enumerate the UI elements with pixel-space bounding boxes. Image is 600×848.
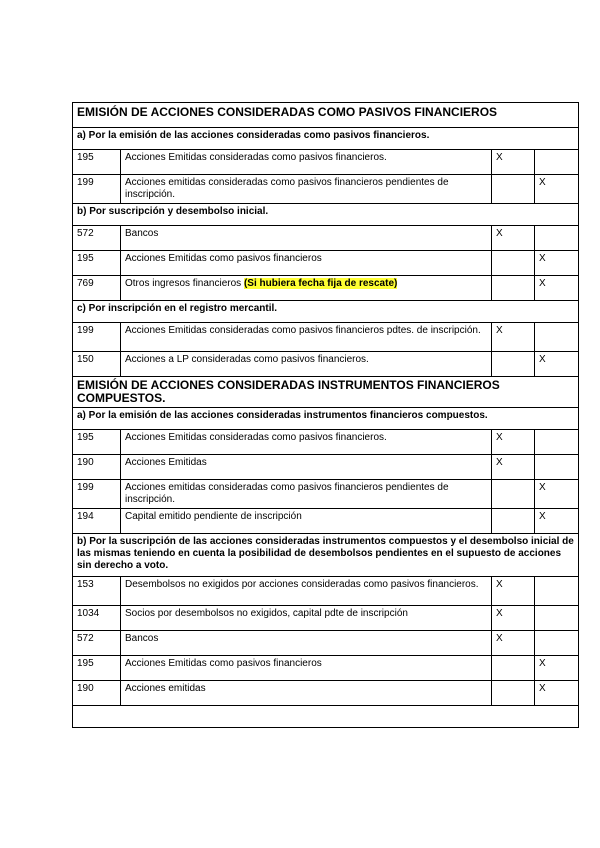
credit-mark xyxy=(535,577,579,606)
subsection-header xyxy=(73,408,579,430)
table-row xyxy=(73,577,579,606)
credit-mark xyxy=(535,226,579,251)
credit-mark xyxy=(535,455,579,480)
table-row xyxy=(73,455,579,480)
credit-mark: X xyxy=(535,509,579,534)
table-row xyxy=(73,276,579,301)
account-code: 572 xyxy=(73,631,121,656)
account-code: 190 xyxy=(73,455,121,480)
account-code: 199 xyxy=(73,323,121,352)
subsection-header xyxy=(73,534,579,577)
debit-mark: X xyxy=(492,455,535,480)
account-description: Acciones Emitidas como pasivos financieros xyxy=(121,656,492,681)
account-description: Acciones emitidas consideradas como pasivos financieros pendientes de inscripción. xyxy=(121,480,492,509)
table-row xyxy=(73,175,579,204)
account-description: Acciones Emitidas consideradas como pasivos financieros. xyxy=(121,150,492,175)
credit-mark: X xyxy=(535,656,579,681)
credit-mark: X xyxy=(535,352,579,377)
credit-mark xyxy=(535,606,579,631)
account-code: 769 xyxy=(73,276,121,301)
subsection-header xyxy=(73,204,579,226)
credit-mark xyxy=(535,631,579,656)
debit-mark xyxy=(492,509,535,534)
table-row xyxy=(73,352,579,377)
debit-mark: X xyxy=(492,323,535,352)
account-code: 195 xyxy=(73,150,121,175)
account-description: Bancos xyxy=(121,631,492,656)
credit-mark: X xyxy=(535,276,579,301)
account-code: 195 xyxy=(73,656,121,681)
subsection-header xyxy=(73,128,579,150)
debit-mark: X xyxy=(492,606,535,631)
debit-mark xyxy=(492,251,535,276)
account-description: Acciones Emitidas consideradas como pasivos financieros. xyxy=(121,430,492,455)
debit-mark xyxy=(492,681,535,706)
account-code: 153 xyxy=(73,577,121,606)
account-description xyxy=(121,276,492,301)
table-row xyxy=(73,251,579,276)
debit-mark xyxy=(492,480,535,509)
account-description: Socios por desembolsos no exigidos, capital pdte de inscripción xyxy=(121,606,492,631)
account-code: 194 xyxy=(73,509,121,534)
account-code: 199 xyxy=(73,480,121,509)
accounting-entries-table xyxy=(72,102,579,728)
account-code: 1034 xyxy=(73,606,121,631)
credit-mark: X xyxy=(535,480,579,509)
credit-mark xyxy=(535,323,579,352)
account-description: Capital emitido pendiente de inscripción xyxy=(121,509,492,534)
empty-cell xyxy=(73,706,579,728)
table-row xyxy=(73,480,579,509)
subsection-title: b) Por suscripción y desembolso inicial. xyxy=(73,204,579,226)
debit-mark xyxy=(492,352,535,377)
description-text: Otros ingresos financieros xyxy=(125,278,244,289)
section-title: EMISIÓN DE ACCIONES CONSIDERADAS COMO PASIVOS FINANCIEROS xyxy=(73,103,579,128)
account-description: Acciones a LP consideradas como pasivos financieros. xyxy=(121,352,492,377)
section-title: EMISIÓN DE ACCIONES CONSIDERADAS INSTRUMENTOS FINANCIEROS COMPUESTOS. xyxy=(73,377,579,408)
table-row xyxy=(73,606,579,631)
debit-mark xyxy=(492,175,535,204)
account-description: Acciones Emitidas como pasivos financieros xyxy=(121,251,492,276)
debit-mark: X xyxy=(492,226,535,251)
subsection-title: a) Por la emisión de las acciones consideradas instrumentos financieros compuestos. xyxy=(73,408,579,430)
table-row xyxy=(73,509,579,534)
debit-mark: X xyxy=(492,577,535,606)
account-description: Acciones emitidas xyxy=(121,681,492,706)
credit-mark: X xyxy=(535,175,579,204)
debit-mark xyxy=(492,656,535,681)
credit-mark: X xyxy=(535,251,579,276)
debit-mark: X xyxy=(492,430,535,455)
table-row xyxy=(73,656,579,681)
account-code: 199 xyxy=(73,175,121,204)
debit-mark xyxy=(492,276,535,301)
empty-row xyxy=(73,706,579,728)
credit-mark: X xyxy=(535,681,579,706)
account-code: 150 xyxy=(73,352,121,377)
account-code: 190 xyxy=(73,681,121,706)
highlighted-note: (Si hubiera fecha fija de rescate) xyxy=(243,278,398,289)
table-row xyxy=(73,631,579,656)
account-description: Acciones emitidas consideradas como pasivos financieros pendientes de inscripción. xyxy=(121,175,492,204)
section-header xyxy=(73,103,579,128)
account-code: 195 xyxy=(73,251,121,276)
subsection-title: c) Por inscripción en el registro mercantil. xyxy=(73,301,579,323)
credit-mark xyxy=(535,150,579,175)
account-description: Bancos xyxy=(121,226,492,251)
debit-mark: X xyxy=(492,631,535,656)
account-description: Acciones Emitidas xyxy=(121,455,492,480)
account-code: 572 xyxy=(73,226,121,251)
subsection-title: b) Por la suscripción de las acciones consideradas instrumentos compuestos y el desembolso inicial de las mismas teniendo en cuenta la posibilidad de desembolsos pendientes en el supuesto de acciones sin derecho a voto. xyxy=(73,534,579,577)
table-row xyxy=(73,323,579,352)
table-row xyxy=(73,226,579,251)
subsection-title: a) Por la emisión de las acciones consideradas como pasivos financieros. xyxy=(73,128,579,150)
table-row xyxy=(73,430,579,455)
table-row xyxy=(73,150,579,175)
account-code: 195 xyxy=(73,430,121,455)
table-row xyxy=(73,681,579,706)
debit-mark: X xyxy=(492,150,535,175)
subsection-header xyxy=(73,301,579,323)
credit-mark xyxy=(535,430,579,455)
section-header xyxy=(73,377,579,408)
account-description: Acciones Emitidas consideradas como pasivos financieros pdtes. de inscripción. xyxy=(121,323,492,352)
account-description: Desembolsos no exigidos por acciones consideradas como pasivos financieros. xyxy=(121,577,492,606)
